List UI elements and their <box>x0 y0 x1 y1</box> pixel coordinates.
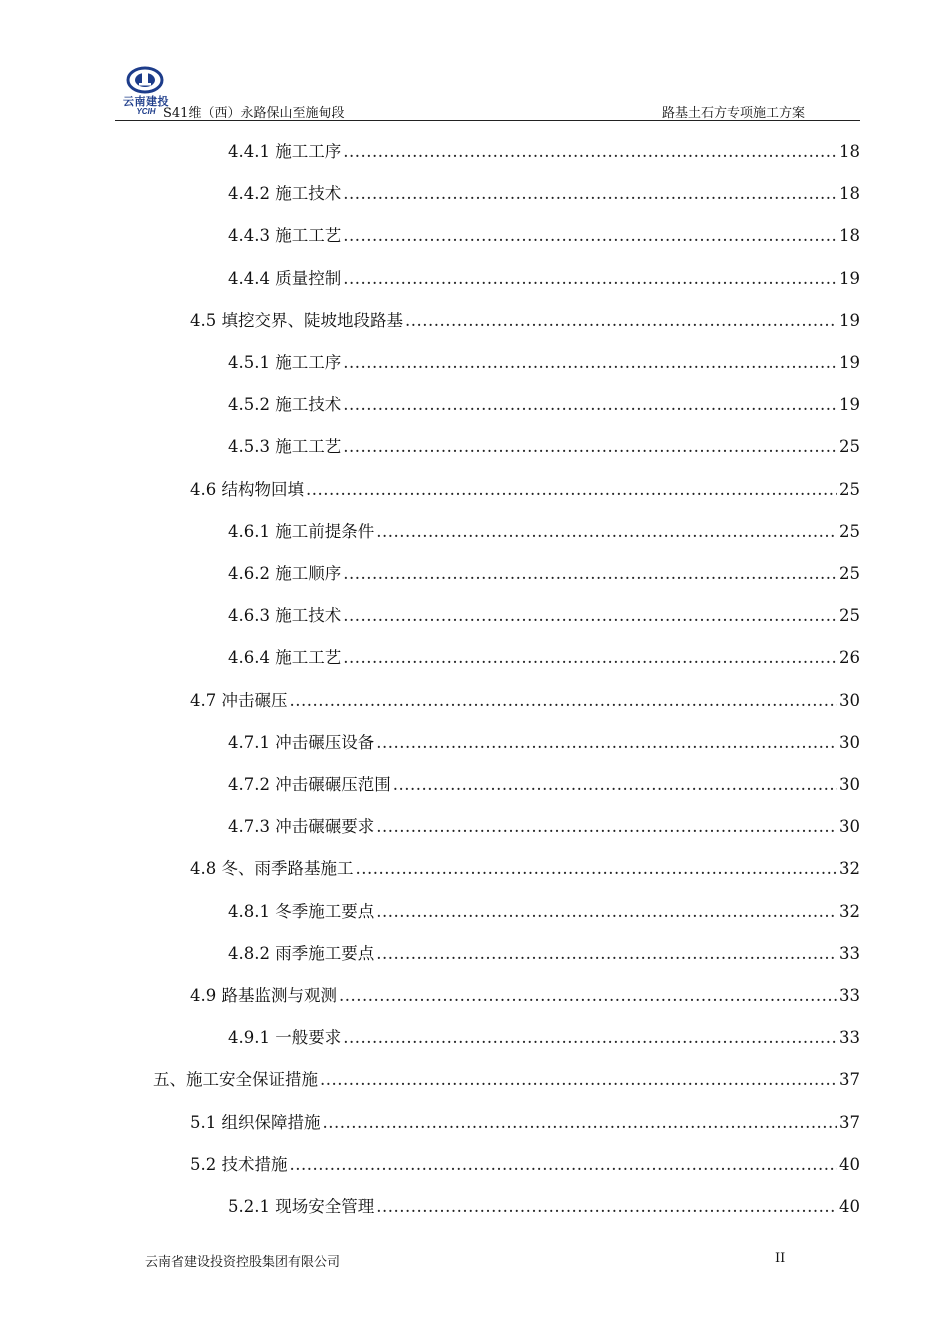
toc-leader-dots <box>323 1109 838 1137</box>
toc-entry-label: 4.8 冬、雨季路基施工 <box>190 859 354 878</box>
header-document-title: 路基土石方专项施工方案 <box>661 106 805 121</box>
header-project-title: S41维（西）永路保山至施甸段 <box>163 106 345 121</box>
toc-entry-page: 37 <box>839 1070 860 1089</box>
toc-entry-page: 19 <box>839 353 860 372</box>
toc-leader-dots <box>343 222 837 250</box>
toc-entry-label: 4.6.3 施工技术 <box>228 606 342 625</box>
toc-entry-label: 4.6.2 施工顺序 <box>228 564 342 583</box>
toc-entry-label: 4.5.1 施工工序 <box>228 353 342 372</box>
toc-leader-dots <box>290 1151 838 1179</box>
toc-entry-label: 4.7 冲击碾压 <box>190 691 288 710</box>
toc-entry[interactable] <box>228 265 860 293</box>
header-divider <box>115 120 860 121</box>
toc-entry[interactable] <box>190 476 860 504</box>
toc-entry[interactable] <box>228 433 860 461</box>
footer-page-number: II <box>775 1251 786 1266</box>
toc-entry[interactable] <box>228 222 860 250</box>
toc-entry[interactable] <box>228 391 860 419</box>
toc-leader-dots <box>339 982 837 1010</box>
toc-entry-page: 33 <box>839 1028 860 1047</box>
toc-entry-page: 30 <box>839 775 860 794</box>
toc-leader-dots <box>343 602 837 630</box>
toc-entry-page: 30 <box>839 691 860 710</box>
toc-leader-dots <box>306 476 837 504</box>
toc-entry-label: 4.5.3 施工工艺 <box>228 437 342 456</box>
toc-entry-label: 4.7.2 冲击碾碾压范围 <box>228 775 391 794</box>
toc-entry-page: 25 <box>839 480 860 499</box>
logo-text: 云南建投 <box>123 95 169 108</box>
logo-subtext: YCIH <box>136 107 156 116</box>
toc-leader-dots <box>343 180 837 208</box>
toc-entry-label: 4.8.1 冬季施工要点 <box>228 902 375 921</box>
toc-leader-dots <box>343 644 837 672</box>
toc-entry-page: 18 <box>839 226 860 245</box>
toc-leader-dots <box>376 898 837 926</box>
toc-entry-label: 4.4.1 施工工序 <box>228 142 342 161</box>
toc-leader-dots <box>343 138 837 166</box>
toc-leader-dots <box>376 729 837 757</box>
toc-entry-page: 33 <box>839 944 860 963</box>
toc-leader-dots <box>320 1066 837 1094</box>
toc-entry-label: 4.4.2 施工技术 <box>228 184 342 203</box>
toc-entry-page: 19 <box>839 395 860 414</box>
logo-emblem-icon <box>115 66 175 96</box>
toc-entry[interactable] <box>228 1024 860 1052</box>
toc-entry-page: 26 <box>839 648 860 667</box>
toc-entry-label: 4.8.2 雨季施工要点 <box>228 944 375 963</box>
toc-entry-page: 30 <box>839 733 860 752</box>
footer-company-name: 云南省建设投资控股集团有限公司 <box>145 1255 341 1270</box>
toc-entry-label: 4.4.3 施工工艺 <box>228 226 342 245</box>
toc-leader-dots <box>343 1024 837 1052</box>
toc-leader-dots <box>343 560 837 588</box>
toc-leader-dots <box>343 265 837 293</box>
toc-entry[interactable] <box>190 855 860 883</box>
toc-entry[interactable] <box>228 560 860 588</box>
toc-entry-page: 37 <box>839 1113 860 1132</box>
toc-entry-page: 40 <box>839 1197 860 1216</box>
toc-entry-page: 40 <box>839 1155 860 1174</box>
toc-entry-label: 五、施工安全保证措施 <box>153 1070 318 1089</box>
toc-entry[interactable] <box>190 1151 860 1179</box>
toc-entry-page: 19 <box>839 269 860 288</box>
toc-entry-label: 4.9 路基监测与观测 <box>190 986 337 1005</box>
toc-entry-label: 5.1 组织保障措施 <box>190 1113 321 1132</box>
toc-entry-label: 5.2.1 现场安全管理 <box>228 1197 375 1216</box>
toc-entry-page: 25 <box>839 606 860 625</box>
toc-entry[interactable] <box>228 729 860 757</box>
toc-entry[interactable] <box>228 349 860 377</box>
toc-leader-dots <box>376 518 837 546</box>
toc-entry-page: 32 <box>839 859 860 878</box>
toc-entry-page: 25 <box>839 564 860 583</box>
toc-entry[interactable] <box>190 307 860 335</box>
toc-entry-page: 18 <box>839 142 860 161</box>
toc-entry[interactable] <box>228 602 860 630</box>
toc-entry[interactable] <box>153 1066 860 1094</box>
toc-entry-page: 25 <box>839 522 860 541</box>
toc-entry-page: 30 <box>839 817 860 836</box>
toc-leader-dots <box>376 1193 837 1221</box>
toc-entry-page: 32 <box>839 902 860 921</box>
toc-entry-label: 4.5.2 施工技术 <box>228 395 342 414</box>
toc-leader-dots <box>393 771 837 799</box>
toc-entry[interactable] <box>190 982 860 1010</box>
toc-entry-page: 18 <box>839 184 860 203</box>
toc-entry[interactable] <box>228 898 860 926</box>
toc-leader-dots <box>376 940 837 968</box>
toc-entry[interactable] <box>228 771 860 799</box>
toc-entry[interactable] <box>228 644 860 672</box>
toc-entry[interactable] <box>228 1193 860 1221</box>
toc-leader-dots <box>343 349 837 377</box>
toc-entry-label: 4.9.1 一般要求 <box>228 1028 342 1047</box>
toc-entry[interactable] <box>190 1109 860 1137</box>
toc-entry-page: 25 <box>839 437 860 456</box>
toc-entry-label: 4.7.3 冲击碾碾要求 <box>228 817 375 836</box>
toc-leader-dots <box>343 433 837 461</box>
toc-leader-dots <box>405 307 837 335</box>
toc-entry[interactable] <box>228 180 860 208</box>
toc-entry-label: 4.5 填挖交界、陡坡地段路基 <box>190 311 403 330</box>
toc-entry[interactable] <box>190 687 860 715</box>
toc-entry-label: 4.7.1 冲击碾压设备 <box>228 733 375 752</box>
toc-entry[interactable] <box>228 518 860 546</box>
toc-entry-label: 4.6.4 施工工艺 <box>228 648 342 667</box>
toc-entry-label: 4.4.4 质量控制 <box>228 269 342 288</box>
toc-leader-dots <box>290 687 838 715</box>
toc-entry[interactable] <box>228 138 860 166</box>
toc-leader-dots <box>343 391 837 419</box>
toc-entry[interactable] <box>228 813 860 841</box>
toc-entry-page: 33 <box>839 986 860 1005</box>
page-header <box>115 62 860 122</box>
toc-leader-dots <box>356 855 838 883</box>
toc-leader-dots <box>376 813 837 841</box>
toc-entry[interactable] <box>228 940 860 968</box>
toc-entry-label: 4.6 结构物回填 <box>190 480 304 499</box>
toc-entry-label: 4.6.1 施工前提条件 <box>228 522 375 541</box>
toc-entry-page: 19 <box>839 311 860 330</box>
toc-entry-label: 5.2 技术措施 <box>190 1155 288 1174</box>
